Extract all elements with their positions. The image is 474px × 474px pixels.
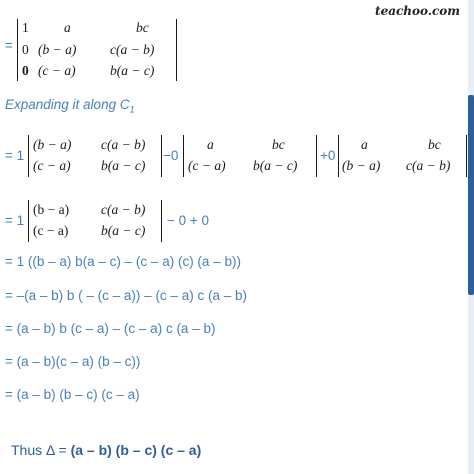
line3-right-bar [161, 200, 162, 242]
expanding-text: Expanding it along C [5, 97, 130, 112]
line3-left-bar [28, 200, 29, 242]
line3-suffix: − 0 + 0 [167, 213, 210, 228]
line3-r2c1: (c − a) [33, 223, 69, 238]
det1-left-bar [17, 19, 18, 81]
step-line: = 1 ((b – a) b(a – c) – (c – a) (c) (a – b)) [5, 254, 241, 269]
det1-equals: = [5, 38, 13, 53]
line2-m3-r1c1: a [361, 137, 368, 152]
expanding-subscript: 1 [129, 104, 135, 115]
line3-r1c1: (b − a) [33, 202, 70, 217]
step-line: = (a – b) (b – c) (c – a) [5, 387, 140, 402]
line2-m1-left-bar [28, 135, 29, 177]
line3-r1c2: c(a − b) [101, 202, 146, 217]
det1-r3c3: b(a − c) [110, 63, 155, 78]
line2-m2-r1c1: a [207, 137, 214, 152]
det1-r1c1: 1 [22, 20, 29, 35]
line2-plus0: +0 [320, 148, 336, 163]
det1-r1c2: a [64, 20, 71, 35]
line2-m1-r2c2: b(a − c) [101, 158, 146, 173]
expanding-label [5, 97, 135, 115]
watermark-logo: teachoo.com [375, 4, 460, 18]
det1-r2c3: c(a − b) [110, 42, 155, 57]
line2-prefix: = 1 [5, 148, 25, 163]
line2-m2-r2c2: b(a − c) [253, 158, 298, 173]
det1-r2c1: 0 [22, 42, 29, 57]
step-line: = (a – b) b (c – a) – (c – a) c (a – b) [5, 321, 216, 336]
line2-m1-r2c1: (c − a) [33, 158, 71, 173]
step-line: = (a – b)(c – a) (b – c)) [5, 354, 141, 369]
line2-m1-r1c2: c(a − b) [101, 137, 146, 152]
conclusion-lead: Thus Δ = [11, 442, 71, 458]
line2-m2-r2c1: (c − a) [188, 158, 226, 173]
scrollbar-thumb[interactable] [468, 95, 474, 295]
conclusion [11, 442, 201, 458]
line2-m2-r1c2: bc [272, 137, 285, 152]
line2-m1-r1c1: (b − a) [33, 137, 72, 152]
det1-r3c2: (c − a) [38, 63, 76, 78]
line2-m2-right-bar [316, 135, 317, 177]
line2-minus0: −0 [163, 148, 179, 163]
line2-m3-r2c1: (b − a) [342, 158, 381, 173]
det1-right-bar [176, 19, 177, 81]
line3-r2c2: b(a − c) [101, 223, 146, 238]
line3-prefix: = 1 [5, 213, 25, 228]
det1-r2c2: (b − a) [38, 42, 77, 57]
line2-m2-left-bar [183, 135, 184, 177]
line2-m3-r2c2: c(a − b) [406, 158, 451, 173]
conclusion-result: (a – b) (b – c) (c – a) [70, 442, 202, 458]
line2-m3-r1c2: bc [428, 137, 441, 152]
det1-r3c1: 0 [22, 63, 29, 78]
step-line: = –(a – b) b ( – (c – a)) – (c – a) c (a – b) [5, 288, 247, 303]
det1-r1c3: bc [136, 20, 149, 35]
line2-m3-left-bar [338, 135, 339, 177]
